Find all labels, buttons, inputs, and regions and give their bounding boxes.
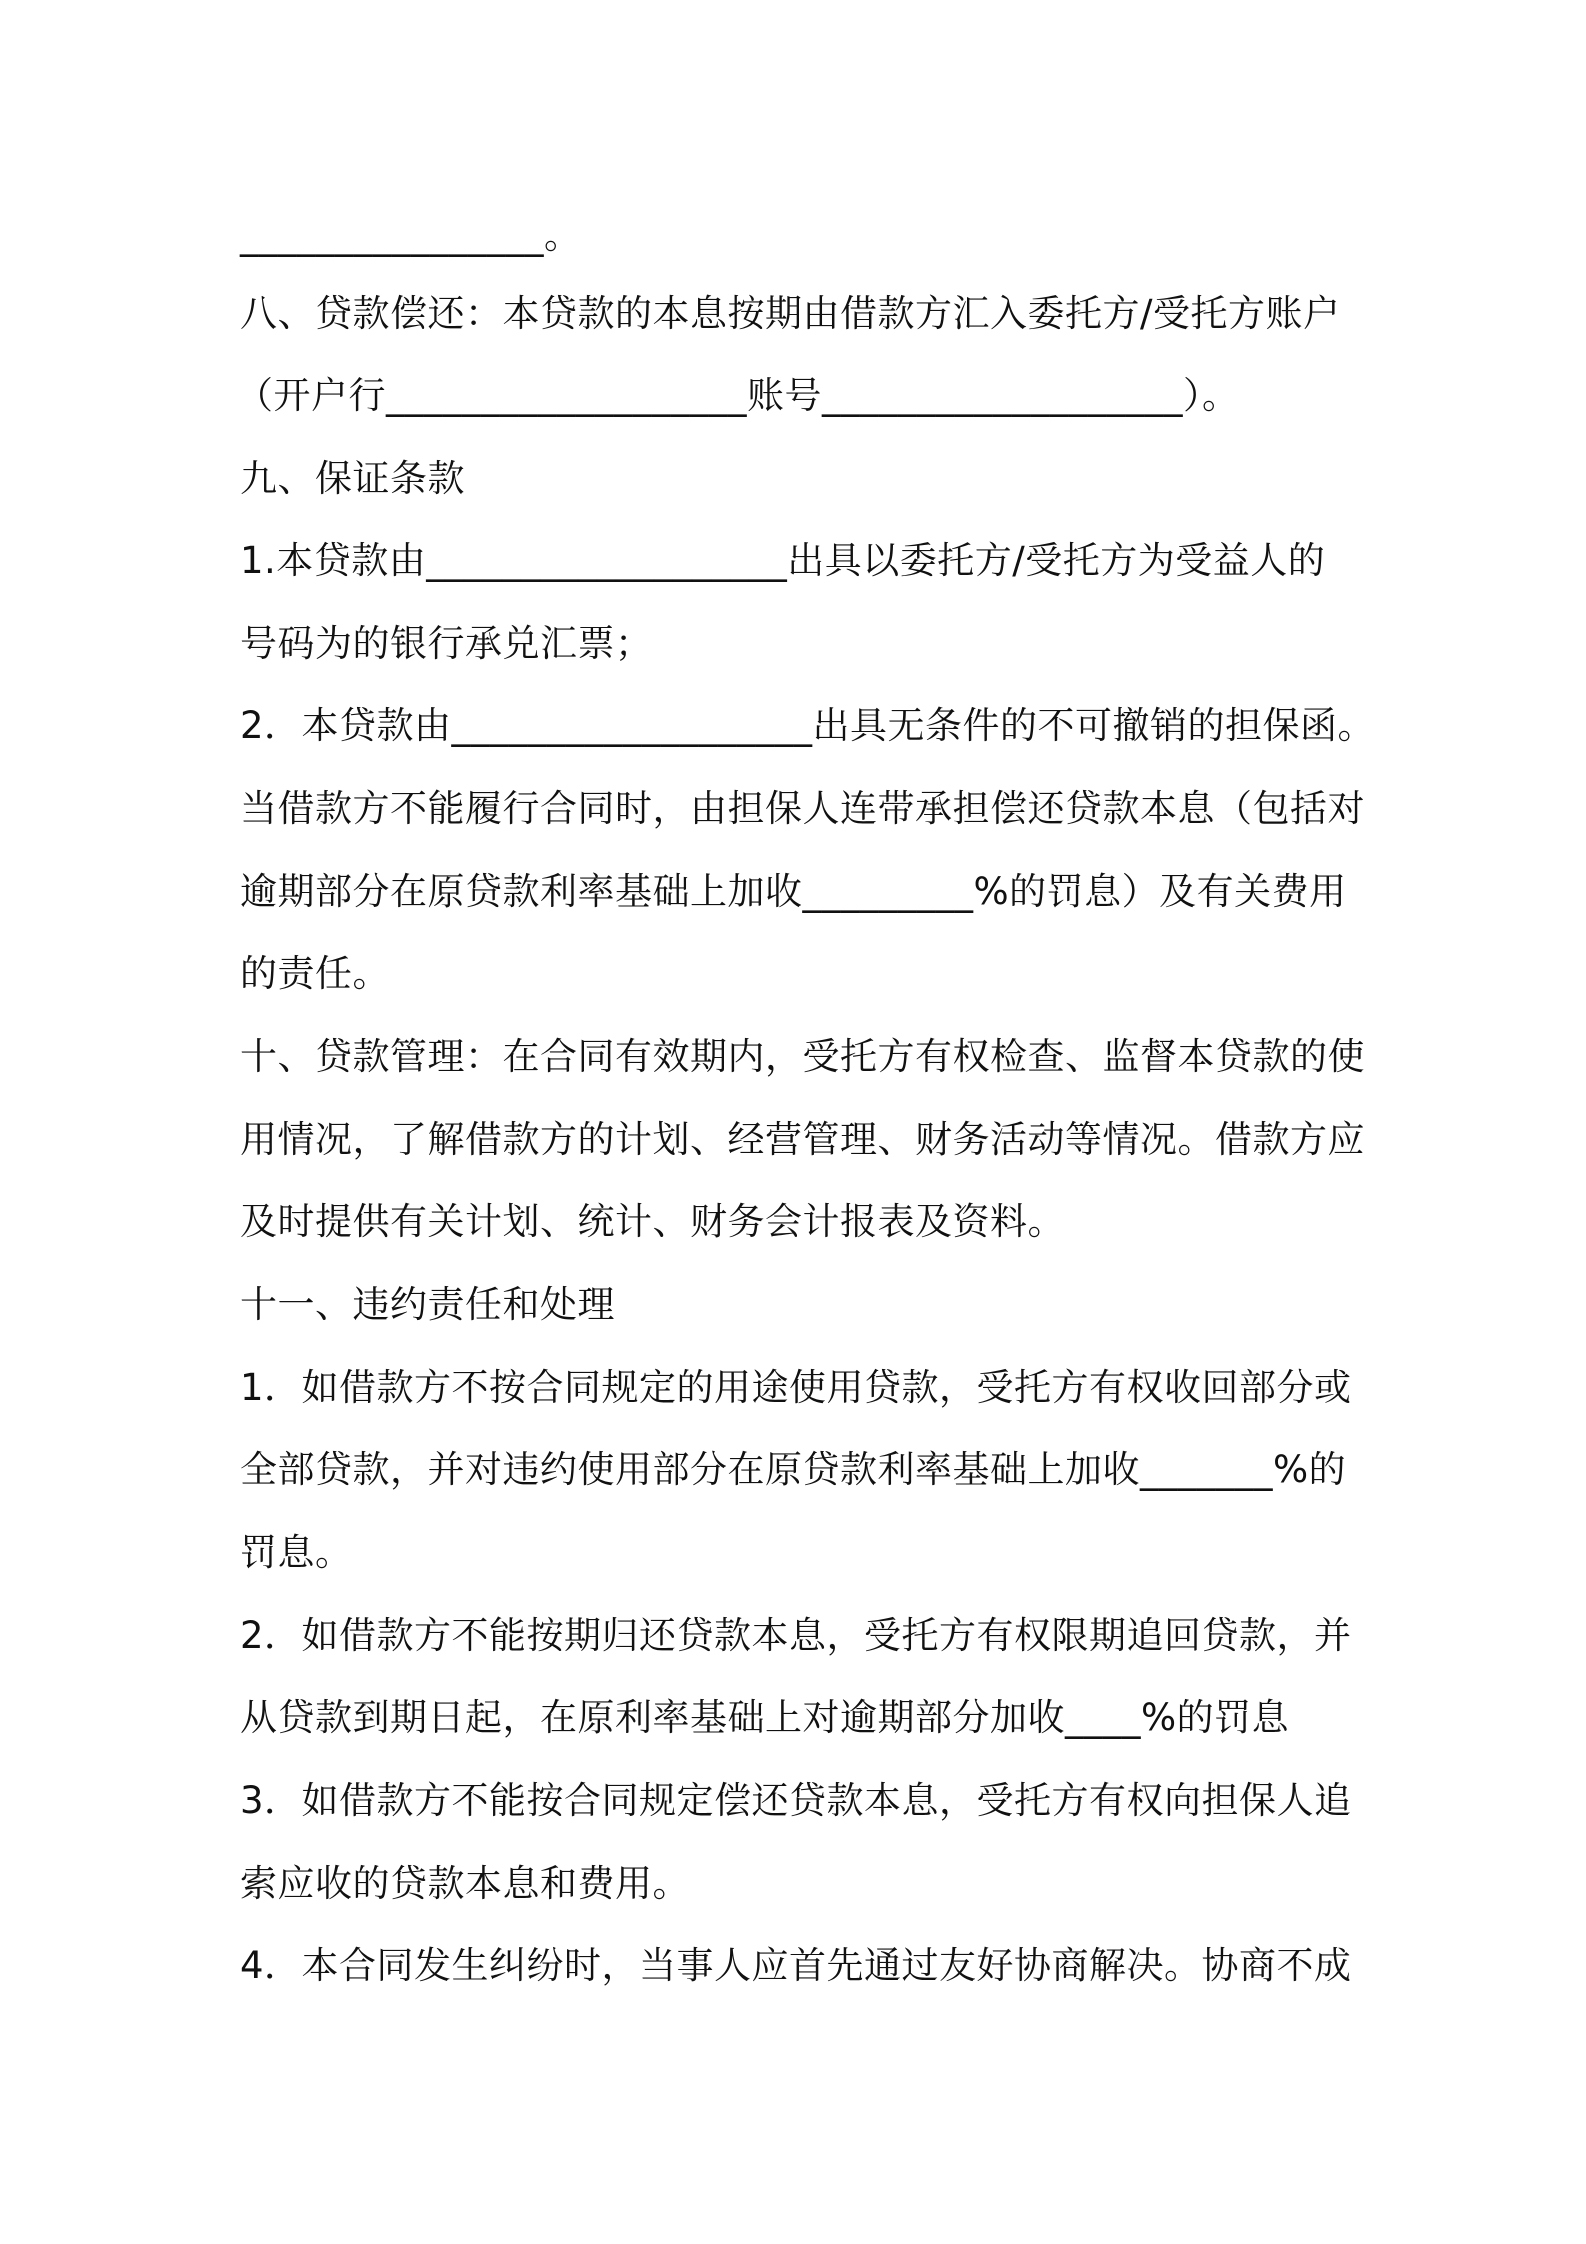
text-line: 从贷款到期日起，在原利率基础上对逾期部分加收____%的罚息: [240, 1696, 1290, 1739]
text-line: 4．本合同发生纠纷时，当事人应首先通过友好协商解决。协商不成: [240, 1944, 1352, 1987]
text-line: 1.本贷款由___________________出具以委托方/受托方为受益人的: [240, 539, 1326, 582]
text-line: 2．本贷款由___________________出具无条件的不可撤销的担保函。: [240, 704, 1376, 747]
section-11-heading: 十一、违约责任和处理: [240, 1283, 615, 1326]
text-line: 全部贷款，并对违约使用部分在原贷款利率基础上加收_______%的: [240, 1448, 1347, 1491]
section-10-heading: 十、贷款管理：在合同有效期内，受托方有权检查、监督本贷款的使: [240, 1035, 1365, 1078]
text-line: 3．如借款方不能按合同规定偿还贷款本息，受托方有权向担保人追: [240, 1779, 1352, 1822]
text-line: 索应收的贷款本息和费用。: [240, 1862, 690, 1905]
section-8-heading: 八、贷款偿还：本贷款的本息按期由借款方汇入委托方/受托方账户: [240, 292, 1341, 335]
text-line: 号码为的银行承兑汇票；: [240, 622, 653, 665]
text-line: 逾期部分在原贷款利率基础上加收_________%的罚息）及有关费用: [240, 870, 1347, 913]
text-line: ________________。: [240, 214, 582, 257]
text-line: 当借款方不能履行合同时，由担保人连带承担偿还贷款本息（包括对: [240, 787, 1365, 830]
text-line: 罚息。: [240, 1531, 353, 1574]
text-line: 用情况，了解借款方的计划、经营管理、财务活动等情况。借款方应: [240, 1118, 1365, 1161]
section-9-heading: 九、保证条款: [240, 457, 465, 500]
text-line: 及时提供有关计划、统计、财务会计报表及资料。: [240, 1200, 1065, 1243]
text-line: 2．如借款方不能按期归还贷款本息，受托方有权限期追回贷款，并: [240, 1614, 1352, 1657]
text-line: （开户行___________________账号___________________）。: [236, 374, 1240, 417]
text-line: 1．如借款方不按合同规定的用途使用贷款，受托方有权收回部分或: [240, 1366, 1352, 1409]
text-line: 的责任。: [240, 952, 390, 995]
